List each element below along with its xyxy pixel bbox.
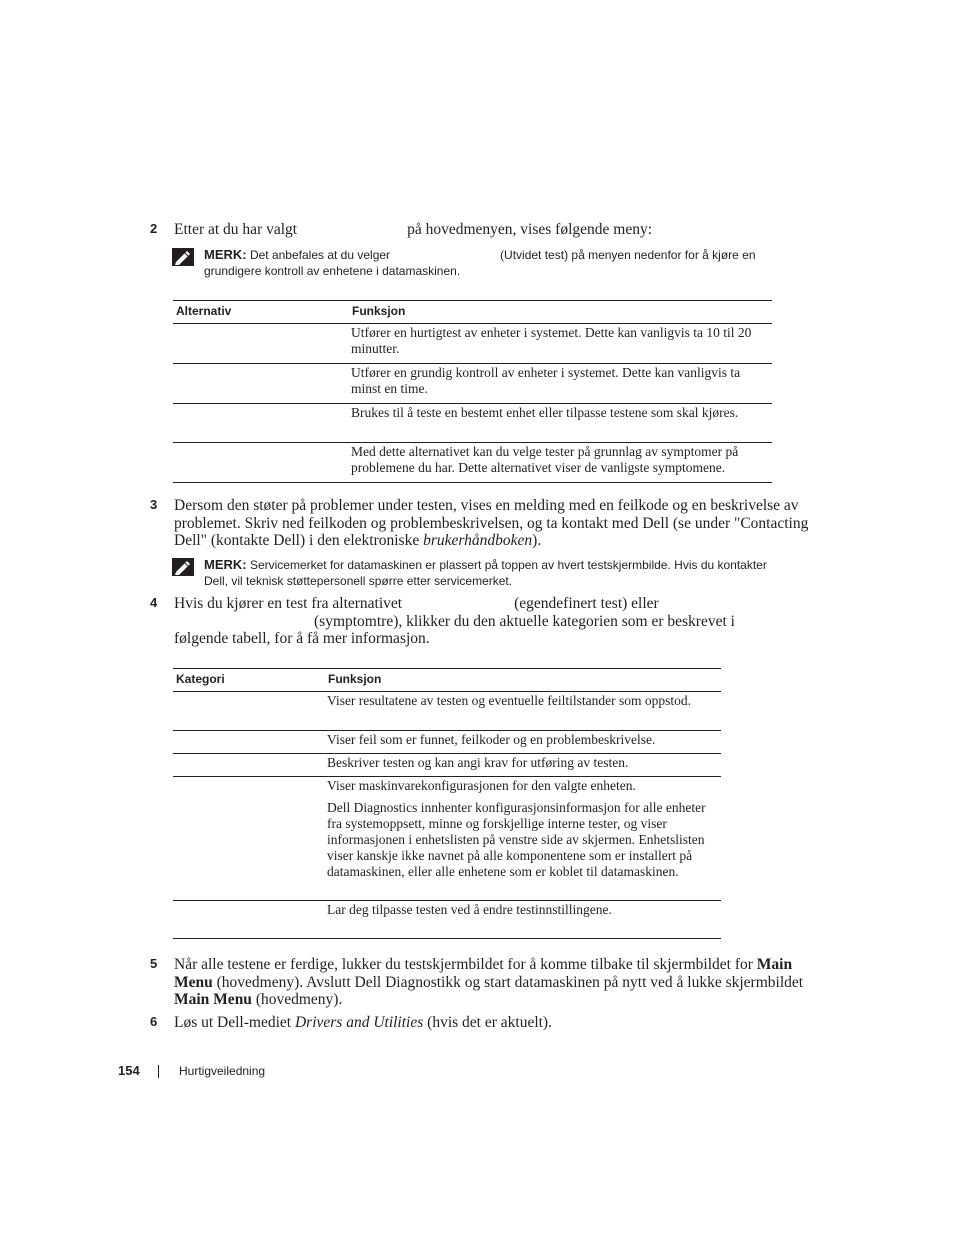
column-header: Funksjon <box>349 301 772 324</box>
table-header-row <box>173 301 772 324</box>
options-table <box>173 300 772 483</box>
table-row <box>173 324 772 364</box>
description-cell: Beskriver testen og kan angi krav for utføring av testen. <box>325 754 721 777</box>
table-row <box>173 443 772 483</box>
footer-divider <box>158 1065 159 1078</box>
table-row <box>173 901 721 939</box>
category-cell <box>173 731 325 754</box>
description-cell: Viser feil som er funnet, feilkoder og en problembeskrivelse. <box>325 731 721 754</box>
note-text: MERK: Det anbefales at du velger (Utvidet test) på menyen nedenfor for å kjøre en grundigere kontroll av enhetene i datamaskinen. <box>204 247 756 278</box>
step-text: Dersom den støter på problemer under testen, vises en melding med en feilkode og en beskrivelse av problemet. Skriv ned feilkoden og problembeskrivelsen, og ta kontakt med Dell (se under "Contacting Dell" (kontakte Dell) i den elektroniske brukerhåndboken). <box>174 497 809 549</box>
table-row <box>173 754 721 777</box>
table-row <box>173 777 721 901</box>
step-text: Hvis du kjører en test fra alternativet (egendefinert test) eller(symptomtre), klikker du den aktuelle kategorien som er beskrevet i følgende tabell, for å få mer informasjon. <box>174 595 735 647</box>
column-header: Funksjon <box>325 669 721 692</box>
category-cell <box>173 901 325 939</box>
table-row <box>173 731 721 754</box>
step-text: Når alle testene er ferdige, lukker du testskjermbildet for å komme tilbake til skjermbildet for Main Menu (hovedmeny). Avslutt Dell Diagnostikk og start datamaskinen på nytt ved å lukke skjermbildet Main Menu (hovedmeny). <box>174 956 804 1008</box>
step-number: 5 <box>150 956 158 971</box>
column-header: Kategori <box>173 669 325 692</box>
page-number: 154 <box>118 1063 140 1078</box>
option-cell <box>173 324 349 364</box>
categories-table <box>173 668 721 939</box>
step-number: 2 <box>150 221 158 236</box>
description-cell: Viser resultatene av testen og eventuelle feiltilstander som oppstod. <box>325 692 721 731</box>
step-text: Løs ut Dell-mediet Drivers and Utilities (hvis det er aktuelt). <box>174 1014 552 1031</box>
description-cell: Brukes til å teste en bestemt enhet eller tilpasse testene som skal kjøres. <box>349 404 772 443</box>
description-cell: Viser maskinvarekonfigurasjonen for den valgte enheten. Dell Diagnostics innhenter konfigurasjonsinformasjon for alle enheter fra systemoppsett, minne og forskjellige interne tester, og viser informasjonen i enhetslisten på venstre side av skjermen. Enhetslisten viser kanskje ikke navnet på alle komponentene som er installert på datamaskinen, eller alle enhetene som er koblet til datamaskinen. <box>325 777 721 901</box>
category-cell <box>173 692 325 731</box>
option-cell <box>173 404 349 443</box>
note-pencil-icon <box>172 558 194 576</box>
step-text: Etter at du har valgt på hovedmenyen, vises følgende meny: <box>174 221 653 238</box>
category-cell <box>173 754 325 777</box>
table-row <box>173 692 721 731</box>
table-header-row <box>173 669 721 692</box>
description-cell: Utfører en grundig kontroll av enheter i systemet. Dette kan vanligvis ta minst en time. <box>349 364 772 404</box>
footer-title: Hurtigveiledning <box>179 1064 266 1078</box>
step-number: 3 <box>150 497 158 512</box>
step-number: 4 <box>150 595 158 610</box>
table-row <box>173 364 772 404</box>
note-text: MERK: Servicemerket for datamaskinen er plassert på toppen av hvert testskjermbilde. Hvis du kontakter Dell, vil teknisk støttepersonell spørre etter servicemerket. <box>204 557 767 588</box>
description-cell: Utfører en hurtigtest av enheter i systemet. Dette kan vanligvis ta 10 til 20 minutter. <box>349 324 772 364</box>
option-cell <box>173 364 349 404</box>
option-cell <box>173 443 349 483</box>
note-label: MERK: <box>204 557 247 572</box>
step-number: 6 <box>150 1014 158 1029</box>
note-label: MERK: <box>204 247 247 262</box>
table-row <box>173 404 772 443</box>
column-header: Alternativ <box>173 301 349 324</box>
category-cell <box>173 777 325 901</box>
description-cell: Med dette alternativet kan du velge tester på grunnlag av symptomer på problemene du har. Dette alternativet viser de vanligste symptomene. <box>349 443 772 483</box>
description-cell: Lar deg tilpasse testen ved å endre testinnstillingene. <box>327 902 612 917</box>
note-pencil-icon <box>172 248 194 266</box>
